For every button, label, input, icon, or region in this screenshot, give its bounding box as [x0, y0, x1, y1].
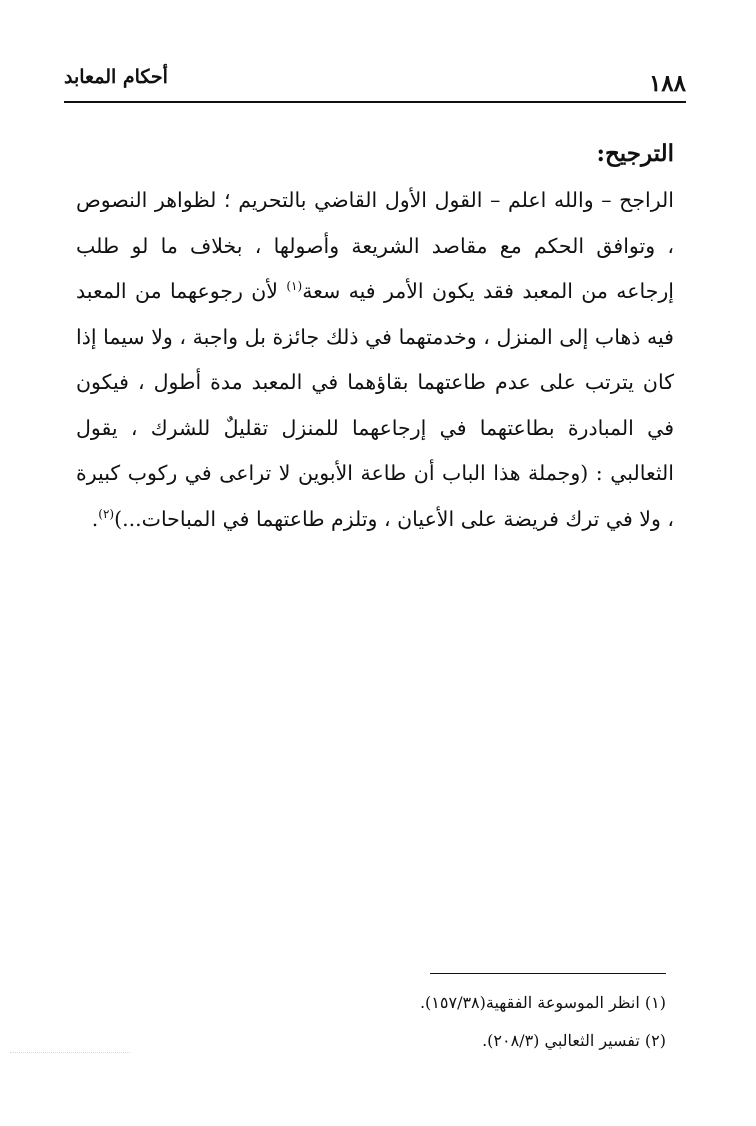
header-rule	[64, 101, 686, 103]
footnote-reference-2[interactable]: (٢)	[98, 506, 115, 521]
body-paragraph	[76, 178, 674, 542]
footnotes	[76, 984, 666, 1060]
running-header-title: أحكام المعابد	[64, 66, 168, 88]
footnote-1: (١) انظر الموسوعة الفقهية(١٥٧/٣٨).	[419, 993, 666, 1012]
section-heading: الترجيح:	[596, 140, 674, 167]
footnote-separator	[430, 973, 666, 974]
paragraph-text-part2: لأن رجوعهما من المعبد فيه ذهاب إلى المنزل ، وخدمتهما في ذلك جائزة بل واجبة ، ولا سيما إذا كان يترتب على عدم طاعتهما بقاؤهما في المعبد مدة أطول ، فيكون في المبادرة بطاعتهما في إرجاعهما للمنزل تقليلٌ للشرك ، يقول الثعالبي : (وجملة هذا الباب أن طاعة الأبوين لا تراعى في ركوب كبيرة ، ولا في ترك فريضة على الأعيان ، وتلزم طاعتهما في المباحات...)	[76, 279, 674, 531]
footnote-2: (٢) تفسير الثعالبي (٢٠٨/٣).	[482, 1031, 666, 1050]
paragraph-text-part1: الراجح – والله اعلم – القول الأول القاضي بالتحريم ؛ لظواهر النصوص ، وتوافق الحكم مع مقاصد الشريعة وأصولها ، بخلاف ما لو طلب إرجاعه من المعبد فقد يكون الأمر فيه سعة	[76, 188, 674, 303]
running-header	[64, 66, 686, 100]
page-number: ١٨٨	[648, 70, 686, 97]
main-content	[76, 134, 674, 542]
paragraph-end-mark: .	[91, 506, 99, 531]
footnote-reference-1[interactable]: (١)	[286, 279, 303, 294]
scan-artifact	[10, 1052, 130, 1053]
